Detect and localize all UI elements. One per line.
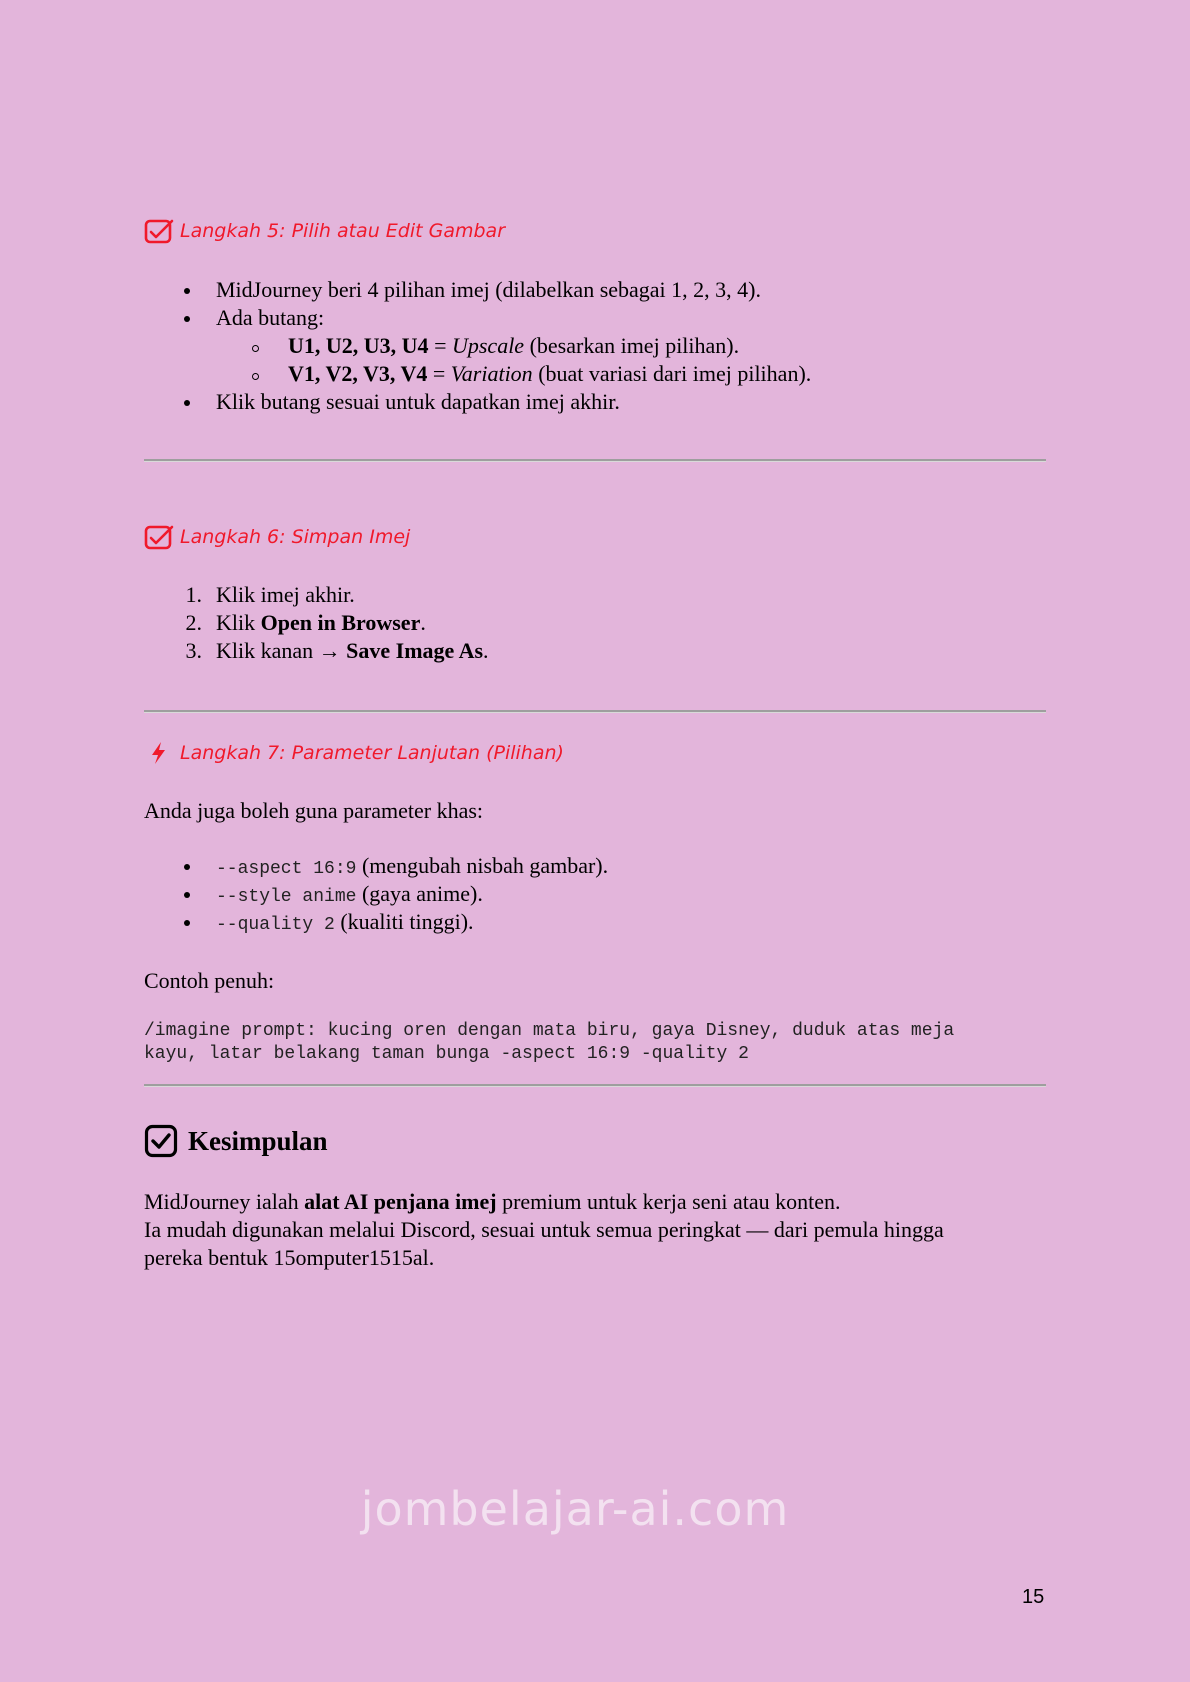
conclusion-heading bbox=[144, 1124, 328, 1158]
list-item: MidJourney beri 4 pilihan imej (dilabelkan sebagai 1, 2, 3, 4). bbox=[144, 276, 1054, 304]
page-number: 15 bbox=[1022, 1586, 1045, 1608]
example-code-line-2: kayu, latar belakang taman bunga -aspect 16:9 -quality 2 bbox=[144, 1044, 749, 1064]
conclusion-heading-text: Kesimpulan bbox=[188, 1125, 328, 1156]
sub-list-item: U1, U2, U3, U4 = Upscale (besarkan imej pilihan). bbox=[144, 332, 1054, 360]
param-list bbox=[144, 852, 1054, 936]
example-code-line-1: /imagine prompt: kucing oren dengan mata biru, gaya Disney, duduk atas meja bbox=[144, 1021, 955, 1041]
step6-heading-text: Langkah 6: Simpan Imej bbox=[180, 526, 411, 548]
list-item: Klik butang sesuai untuk dapatkan imej akhir. bbox=[144, 388, 1054, 416]
step5-list bbox=[144, 276, 1054, 416]
example-label: Contoh penuh: bbox=[144, 968, 275, 993]
numbered-item: 1. Klik imej akhir. bbox=[185, 582, 355, 607]
horizontal-rule bbox=[144, 710, 1046, 713]
step7-heading-text: Langkah 7: Parameter Lanjutan (Pilihan) bbox=[180, 742, 564, 764]
list-item: --style anime (gaya anime). bbox=[144, 880, 1054, 908]
step6-heading bbox=[144, 524, 410, 550]
conclusion-paragraph-1: MidJourney ialah alat AI penjana imej premium untuk kerja seni atau konten. bbox=[144, 1189, 841, 1214]
horizontal-rule bbox=[144, 459, 1046, 462]
checkbox-checked-icon bbox=[144, 218, 174, 244]
list-item: Ada butang: bbox=[144, 304, 1054, 332]
sub-list-item: V1, V2, V3, V4 = Variation (buat variasi dari imej pilihan). bbox=[144, 360, 1054, 388]
checkbox-checked-icon bbox=[144, 524, 174, 550]
step6-list bbox=[144, 581, 1054, 665]
list-item: --aspect 16:9 (mengubah nisbah gambar). bbox=[144, 852, 1054, 880]
step7-intro: Anda juga boleh guna parameter khas: bbox=[144, 798, 484, 823]
watermark: jombelajar-ai.com bbox=[360, 1482, 790, 1536]
step5-heading bbox=[144, 218, 505, 244]
numbered-item: 2. Klik Open in Browser. bbox=[185, 610, 426, 635]
list-item: --quality 2 (kualiti tinggi). bbox=[144, 908, 1054, 936]
checkbox-checked-icon bbox=[144, 1124, 178, 1158]
step7-heading bbox=[144, 740, 564, 766]
conclusion-paragraph-2: Ia mudah digunakan melalui Discord, sesuai untuk semua peringkat — dari pemula hingga bbox=[144, 1217, 944, 1242]
conclusion-paragraph-3: pereka bentuk 15omputer1515al. bbox=[144, 1245, 435, 1270]
step5-heading-text: Langkah 5: Pilih atau Edit Gambar bbox=[180, 220, 506, 242]
lightning-icon bbox=[144, 740, 174, 766]
horizontal-rule bbox=[144, 1084, 1046, 1087]
numbered-item: 3. Klik kanan → Save Image As. bbox=[185, 638, 489, 663]
